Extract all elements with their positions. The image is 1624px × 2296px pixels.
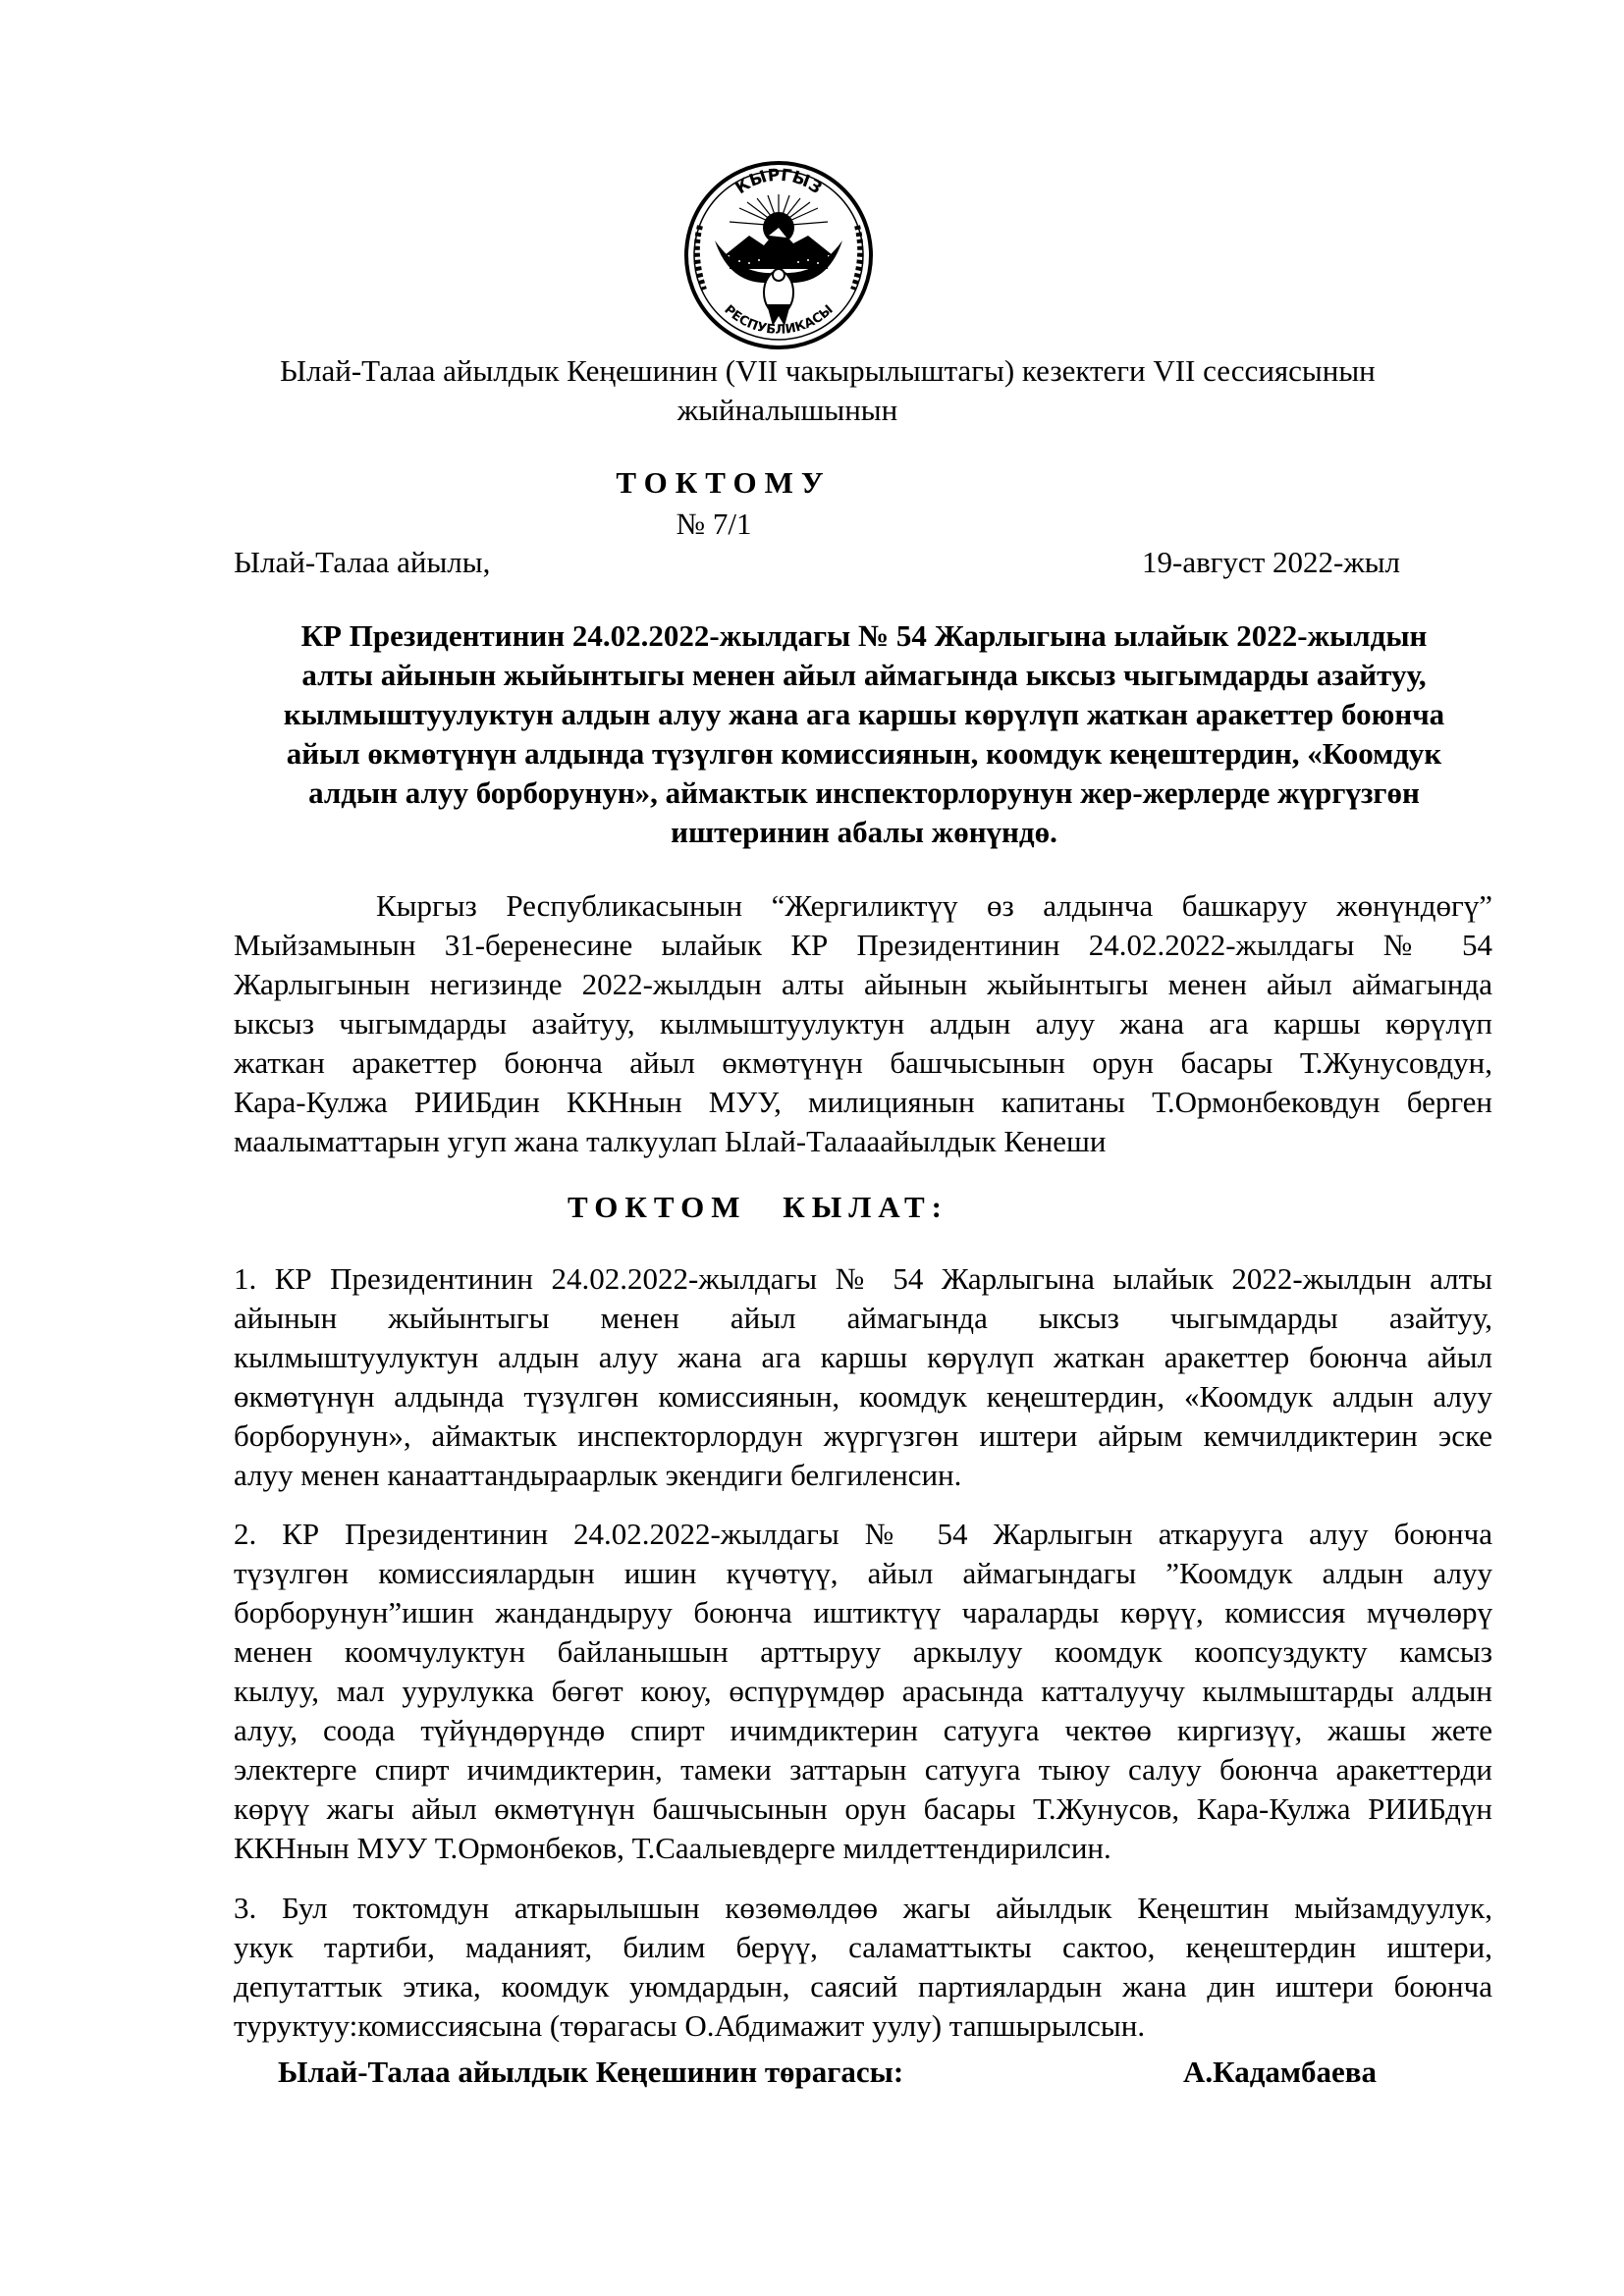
resolution-title	[236, 616, 1492, 852]
item-line: айынын жыйынтыгы менен айыл аймагында ыксыз чыгымдарды азайтуу,	[234, 1301, 1492, 1335]
preamble-line: Кыргыз Республикасынын “Жергиликтүү өз алдынча башкаруу жөнүндөгү”	[376, 888, 1492, 923]
resolution-item-2	[234, 1515, 1492, 1868]
document-type-text: ТОКТОМУ	[616, 465, 832, 500]
title-line: алдын алуу борборунун», аймактык инспекторлорунун жер-жерлерде жүргүзгөн	[308, 775, 1420, 810]
svg-text:РЕСПУБЛИКАСЫ: РЕСПУБЛИКАСЫ	[721, 302, 837, 338]
title-line: иштеринин абалы жөнүндө.	[671, 815, 1057, 849]
item-line: өкмөтүнүн алдында түзүлгөн комиссиянын, коомдук кеңештердин, «Коомдук алдын алуу	[234, 1379, 1492, 1414]
item-line: ККНнын МУУ Т.Ормонбеков, Т.Саалыевдерге милдеттендирилсин.	[234, 1831, 1111, 1865]
item-line: кылуу, мал уурулукка бөгөт коюу, өспүрүмдөр арасында катталуучу кылмыштарды алдын	[234, 1674, 1492, 1708]
signatory-role: Ылай-Талаа айылдык Кеңешинин төрагасы:	[278, 2055, 904, 2089]
preamble-line: Мыйзамынын 31-беренесине ылайык КР Президентинин 24.02.2022-жылдагы № 54	[234, 928, 1492, 962]
item-line: түзүлгөн комиссиялардын ишин күчөтүү, айыл аймагындагы ”Коомдук алдын алуу	[234, 1556, 1492, 1590]
title-line: кылмыштуулуктун алдын алуу жана ага каршы көрүлүп жаткан аракеттер боюнча	[283, 697, 1445, 731]
preamble-line: маалыматтарын угуп жана талкуулап Ылай-Талааайылдык Кенеши	[234, 1124, 1107, 1158]
resolve-heading	[0, 1188, 1624, 1227]
header-line2-text: жыйналышынын	[677, 393, 898, 427]
preamble-line: Жарлыгынын негизинде 2022-жылдын алты айынын жыйынтыгы менен айыл аймагында	[234, 967, 1492, 1001]
document-type-heading	[0, 463, 1624, 503]
svg-text:КЫРГЫЗ: КЫРГЫЗ	[731, 165, 826, 199]
council-session-header: Ылай-Талаа айылдык Кеңешинин (VII чакырылыштагы) кезектеги VII сессиясынын	[280, 353, 1376, 388]
item-line: борборунун”ишин жандандыруу боюнча иштиктүү чараларды көрүү, комиссия мүчөлөрү	[234, 1595, 1492, 1629]
item-line: 3. Бул токтомдун аткарылышын көзөмөлдөө жагы айылдык Кеңештин мыйзамдуулук,	[234, 1891, 1492, 1925]
document-number-text: № 7/1	[676, 507, 752, 541]
title-line: КР Президентинин 24.02.2022-жылдагы № 54 Жарлыгына ылайык 2022-жылдын	[300, 618, 1428, 653]
title-line: алты айынын жыйынтыгы менен айыл аймагында ыксыз чыгымдарды азайтуу,	[301, 658, 1427, 692]
item-line: көрүү жагы айыл өкмөтүнүн башчысынын орун басары Т.Жунусов, Кара-Кулжа РИИБдүн	[234, 1791, 1492, 1826]
preamble-paragraph	[234, 886, 1492, 1161]
item-line: алуу менен канааттандыраарлык экендиги белгиленсин.	[234, 1458, 962, 1492]
preamble-line: Кара-Кулжа РИИБдин ККНнын МУУ, милициянын капитаны Т.Ормонбековдун берген	[234, 1085, 1492, 1119]
item-line: 2. КР Президентинин 24.02.2022-жылдагы № 54 Жарлыгын аткарууга алуу боюнча	[234, 1517, 1492, 1551]
item-line: электерге спирт ичимдиктерин, тамеки заттарын сатууга тыюу салуу боюнча аракеттерди	[234, 1752, 1492, 1787]
signatory-name: А.Кадамбаева	[1183, 2055, 1378, 2089]
item-line: 1. КР Президентинин 24.02.2022-жылдагы № 54 Жарлыгына ылайык 2022-жылдын алты	[234, 1261, 1492, 1296]
council-session-header-cont	[0, 391, 1624, 430]
resolution-item-3	[234, 1889, 1492, 2046]
title-line: айыл өкмөтүнүн алдында түзүлгөн комиссиянын, коомдук кеңештердин, «Коомдук	[286, 736, 1442, 771]
preamble-line: ыксыз чыгымдарды азайтуу, кылмыштуулуктун алдын алуу жана ага каршы көрүлүп	[234, 1006, 1492, 1041]
item-line: депутаттык этика, коомдук уюмдардын, саясий партиялардын жана дин иштери боюнча	[234, 1969, 1492, 2003]
document-date: 19-август 2022-жыл	[1142, 545, 1401, 579]
item-line: борборунун», аймактык инспекторлордун жүргүзгөн иштери айрым кемчилдиктерин эске	[234, 1418, 1492, 1453]
item-line: укук тартиби, маданият, билим берүү, саламаттыкты сактоо, кеңештердин иштери,	[234, 1930, 1492, 1964]
item-line: менен коомчулуктун байланышын арттыруу аркылуу коомдук коопсуздукту камсыз	[234, 1634, 1492, 1669]
document-number	[0, 505, 1624, 544]
resolve-heading-text: ТОКТОМ КЫЛАТ:	[568, 1190, 948, 1224]
resolution-item-1	[234, 1259, 1492, 1495]
item-line: алуу, соода түйүндөрүндө спирт ичимдиктерин сатууга чектөө киргизүү, жашы жете	[234, 1713, 1492, 1747]
item-line: кылмыштуулуктун алдын алуу жана ага каршы көрүлүп жаткан аракеттер боюнча айыл	[234, 1340, 1492, 1374]
kyrgyz-state-emblem-icon	[671, 157, 887, 353]
preamble-line: жаткан аракеттер боюнча айыл өкмөтүнүн башчысынын орун басары Т.Жунусовдун,	[234, 1045, 1492, 1080]
document-place: Ылай-Талаа айылы,	[234, 545, 491, 579]
item-line: туруктуу:комиссиясына (төрагасы О.Абдимажит уулу) тапшырылсын.	[234, 2008, 1146, 2043]
